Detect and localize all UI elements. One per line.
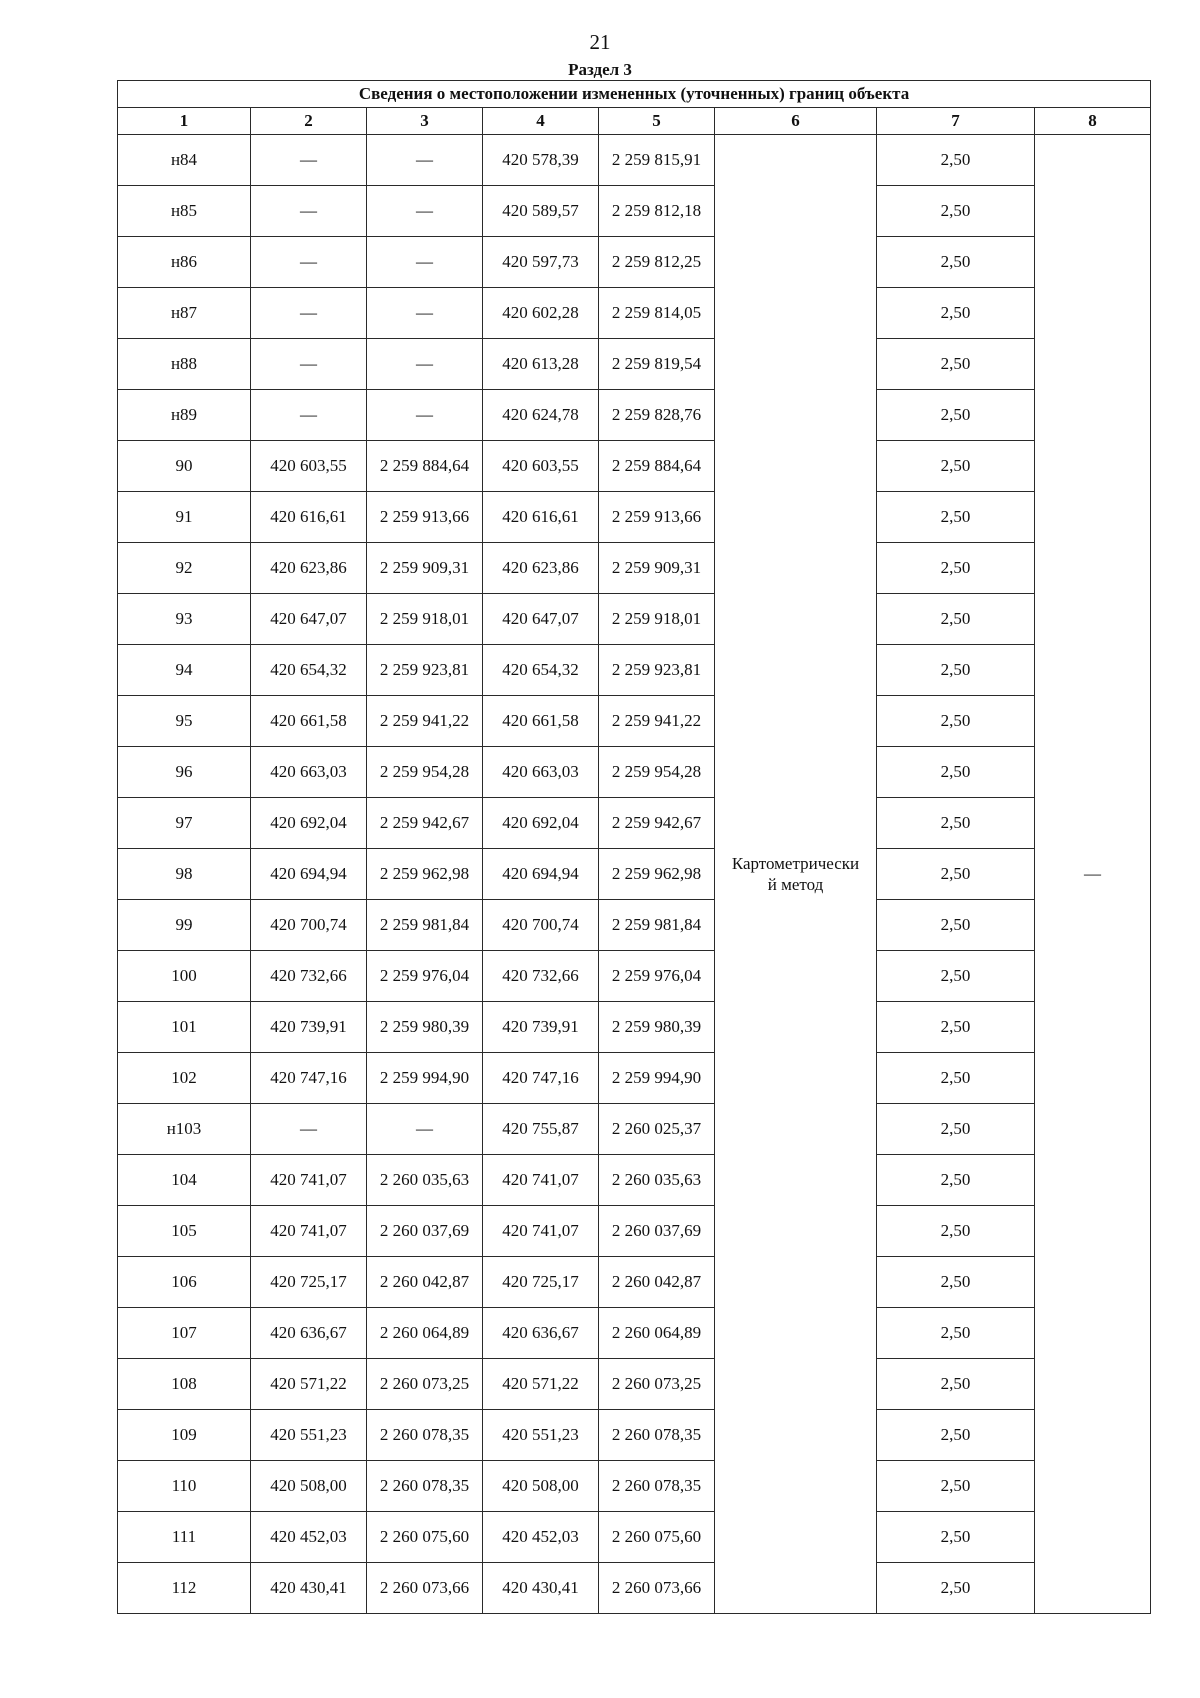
point-number-cell: 104 <box>118 1155 251 1206</box>
point-number-cell: 93 <box>118 594 251 645</box>
accuracy-cell: 2,50 <box>877 747 1035 798</box>
accuracy-cell: 2,50 <box>877 543 1035 594</box>
column-number: 6 <box>715 108 877 135</box>
point-number-cell: 109 <box>118 1410 251 1461</box>
y-new-cell: 2 259 981,84 <box>599 900 715 951</box>
x-old-cell: 420 616,61 <box>251 492 367 543</box>
x-old-cell: — <box>251 390 367 441</box>
x-old-cell: 420 661,58 <box>251 696 367 747</box>
table-row <box>118 645 1151 696</box>
point-number-cell: 94 <box>118 645 251 696</box>
accuracy-cell: 2,50 <box>877 135 1035 186</box>
y-new-cell: 2 259 909,31 <box>599 543 715 594</box>
y-new-cell: 2 259 994,90 <box>599 1053 715 1104</box>
y-new-cell: 2 260 073,66 <box>599 1563 715 1614</box>
y-old-cell: 2 259 981,84 <box>367 900 483 951</box>
table-row <box>118 186 1151 237</box>
accuracy-cell: 2,50 <box>877 1104 1035 1155</box>
point-number-cell: 111 <box>118 1512 251 1563</box>
x-new-cell: 420 624,78 <box>483 390 599 441</box>
x-new-cell: 420 551,23 <box>483 1410 599 1461</box>
y-old-cell: 2 260 078,35 <box>367 1410 483 1461</box>
x-old-cell: — <box>251 135 367 186</box>
y-new-cell: 2 259 942,67 <box>599 798 715 849</box>
x-old-cell: — <box>251 237 367 288</box>
accuracy-cell: 2,50 <box>877 1410 1035 1461</box>
table-row <box>118 1206 1151 1257</box>
x-new-cell: 420 741,07 <box>483 1155 599 1206</box>
method-text-line: Картометрически <box>731 854 860 873</box>
y-new-cell: 2 260 073,25 <box>599 1359 715 1410</box>
x-new-cell: 420 700,74 <box>483 900 599 951</box>
x-new-cell: 420 647,07 <box>483 594 599 645</box>
table-row <box>118 696 1151 747</box>
point-number-cell: н85 <box>118 186 251 237</box>
y-old-cell: 2 259 976,04 <box>367 951 483 1002</box>
y-new-cell: 2 259 954,28 <box>599 747 715 798</box>
x-old-cell: 420 551,23 <box>251 1410 367 1461</box>
point-number-cell: 95 <box>118 696 251 747</box>
boundary-coordinates-table <box>117 80 1151 1614</box>
point-number-cell: 97 <box>118 798 251 849</box>
table-row <box>118 441 1151 492</box>
table-row <box>118 849 1151 900</box>
x-old-cell: 420 741,07 <box>251 1206 367 1257</box>
x-new-cell: 420 725,17 <box>483 1257 599 1308</box>
accuracy-cell: 2,50 <box>877 696 1035 747</box>
point-number-cell: 105 <box>118 1206 251 1257</box>
x-old-cell: 420 692,04 <box>251 798 367 849</box>
y-old-cell: — <box>367 1104 483 1155</box>
x-new-cell: 420 430,41 <box>483 1563 599 1614</box>
x-old-cell: 420 741,07 <box>251 1155 367 1206</box>
y-new-cell: 2 260 025,37 <box>599 1104 715 1155</box>
y-new-cell: 2 259 980,39 <box>599 1002 715 1053</box>
y-old-cell: 2 260 035,63 <box>367 1155 483 1206</box>
y-new-cell: 2 259 884,64 <box>599 441 715 492</box>
point-number-cell: 106 <box>118 1257 251 1308</box>
table-row <box>118 1359 1151 1410</box>
x-old-cell: — <box>251 288 367 339</box>
point-number-cell: 99 <box>118 900 251 951</box>
table-row <box>118 288 1151 339</box>
x-new-cell: 420 661,58 <box>483 696 599 747</box>
accuracy-cell: 2,50 <box>877 900 1035 951</box>
table-row <box>118 594 1151 645</box>
x-old-cell: 420 430,41 <box>251 1563 367 1614</box>
accuracy-cell: 2,50 <box>877 1257 1035 1308</box>
x-old-cell: — <box>251 1104 367 1155</box>
y-old-cell: — <box>367 339 483 390</box>
x-new-cell: 420 636,67 <box>483 1308 599 1359</box>
table-row <box>118 492 1151 543</box>
accuracy-cell: 2,50 <box>877 390 1035 441</box>
x-new-cell: 420 623,86 <box>483 543 599 594</box>
table-row <box>118 1155 1151 1206</box>
x-old-cell: 420 571,22 <box>251 1359 367 1410</box>
table-row <box>118 339 1151 390</box>
y-new-cell: 2 259 962,98 <box>599 849 715 900</box>
y-new-cell: 2 259 976,04 <box>599 951 715 1002</box>
x-new-cell: 420 755,87 <box>483 1104 599 1155</box>
x-old-cell: — <box>251 186 367 237</box>
y-old-cell: 2 260 073,25 <box>367 1359 483 1410</box>
accuracy-cell: 2,50 <box>877 186 1035 237</box>
y-new-cell: 2 260 037,69 <box>599 1206 715 1257</box>
point-number-cell: 96 <box>118 747 251 798</box>
accuracy-cell: 2,50 <box>877 288 1035 339</box>
x-old-cell: 420 739,91 <box>251 1002 367 1053</box>
point-number-cell: 108 <box>118 1359 251 1410</box>
point-number-cell: 107 <box>118 1308 251 1359</box>
x-new-cell: 420 452,03 <box>483 1512 599 1563</box>
y-new-cell: 2 260 064,89 <box>599 1308 715 1359</box>
point-number-cell: н89 <box>118 390 251 441</box>
table-row <box>118 390 1151 441</box>
x-new-cell: 420 602,28 <box>483 288 599 339</box>
accuracy-cell: 2,50 <box>877 339 1035 390</box>
x-new-cell: 420 589,57 <box>483 186 599 237</box>
point-number-cell: н103 <box>118 1104 251 1155</box>
y-new-cell: 2 260 078,35 <box>599 1461 715 1512</box>
y-old-cell: 2 260 075,60 <box>367 1512 483 1563</box>
accuracy-cell: 2,50 <box>877 1053 1035 1104</box>
x-new-cell: 420 694,94 <box>483 849 599 900</box>
x-new-cell: 420 741,07 <box>483 1206 599 1257</box>
point-number-cell: 110 <box>118 1461 251 1512</box>
y-old-cell: — <box>367 186 483 237</box>
x-old-cell: 420 732,66 <box>251 951 367 1002</box>
accuracy-cell: 2,50 <box>877 1002 1035 1053</box>
y-old-cell: 2 259 962,98 <box>367 849 483 900</box>
column-number: 7 <box>877 108 1035 135</box>
point-number-cell: н88 <box>118 339 251 390</box>
x-old-cell: 420 636,67 <box>251 1308 367 1359</box>
x-new-cell: 420 578,39 <box>483 135 599 186</box>
accuracy-cell: 2,50 <box>877 849 1035 900</box>
x-new-cell: 420 732,66 <box>483 951 599 1002</box>
y-new-cell: 2 259 819,54 <box>599 339 715 390</box>
table-row <box>118 1053 1151 1104</box>
column-number: 2 <box>251 108 367 135</box>
y-old-cell: 2 259 923,81 <box>367 645 483 696</box>
table-row <box>118 1461 1151 1512</box>
y-new-cell: 2 259 923,81 <box>599 645 715 696</box>
point-number-cell: 92 <box>118 543 251 594</box>
point-number-cell: 90 <box>118 441 251 492</box>
table-caption: Сведения о местоположении измененных (уточненных) границ объекта <box>118 81 1151 108</box>
x-old-cell: 420 663,03 <box>251 747 367 798</box>
accuracy-cell: 2,50 <box>877 1206 1035 1257</box>
accuracy-cell: 2,50 <box>877 1155 1035 1206</box>
y-old-cell: 2 260 037,69 <box>367 1206 483 1257</box>
accuracy-cell: 2,50 <box>877 1308 1035 1359</box>
y-new-cell: 2 260 075,60 <box>599 1512 715 1563</box>
table-row <box>118 1257 1151 1308</box>
y-old-cell: 2 260 042,87 <box>367 1257 483 1308</box>
table-row <box>118 798 1151 849</box>
accuracy-cell: 2,50 <box>877 1563 1035 1614</box>
point-number-cell: 101 <box>118 1002 251 1053</box>
y-old-cell: 2 260 064,89 <box>367 1308 483 1359</box>
accuracy-cell: 2,50 <box>877 492 1035 543</box>
y-new-cell: 2 259 828,76 <box>599 390 715 441</box>
table-row <box>118 747 1151 798</box>
table-row <box>118 1308 1151 1359</box>
accuracy-cell: 2,50 <box>877 1461 1035 1512</box>
x-old-cell: 420 694,94 <box>251 849 367 900</box>
x-new-cell: 420 508,00 <box>483 1461 599 1512</box>
y-old-cell: 2 259 913,66 <box>367 492 483 543</box>
y-old-cell: 2 259 942,67 <box>367 798 483 849</box>
x-old-cell: 420 603,55 <box>251 441 367 492</box>
x-old-cell: 420 654,32 <box>251 645 367 696</box>
column-number-row <box>118 108 1151 135</box>
y-old-cell: 2 259 941,22 <box>367 696 483 747</box>
method-cell <box>715 135 877 1614</box>
table-row <box>118 951 1151 1002</box>
y-old-cell: 2 259 980,39 <box>367 1002 483 1053</box>
x-new-cell: 420 654,32 <box>483 645 599 696</box>
x-new-cell: 420 739,91 <box>483 1002 599 1053</box>
y-old-cell: — <box>367 390 483 441</box>
table-row <box>118 543 1151 594</box>
point-number-cell: н84 <box>118 135 251 186</box>
point-number-cell: 102 <box>118 1053 251 1104</box>
method-text-line: й метод <box>767 875 824 894</box>
x-old-cell: 420 452,03 <box>251 1512 367 1563</box>
table-body <box>118 135 1151 1614</box>
x-old-cell: 420 747,16 <box>251 1053 367 1104</box>
y-old-cell: — <box>367 135 483 186</box>
table-row <box>118 1104 1151 1155</box>
x-old-cell: 420 725,17 <box>251 1257 367 1308</box>
y-old-cell: 2 259 909,31 <box>367 543 483 594</box>
y-old-cell: 2 259 918,01 <box>367 594 483 645</box>
accuracy-cell: 2,50 <box>877 798 1035 849</box>
table-row <box>118 1563 1151 1614</box>
column-number: 1 <box>118 108 251 135</box>
table-row <box>118 1512 1151 1563</box>
column-number: 3 <box>367 108 483 135</box>
x-new-cell: 420 597,73 <box>483 237 599 288</box>
column-number: 8 <box>1035 108 1151 135</box>
table-row <box>118 900 1151 951</box>
x-new-cell: 420 692,04 <box>483 798 599 849</box>
point-number-cell: н86 <box>118 237 251 288</box>
x-old-cell: 420 508,00 <box>251 1461 367 1512</box>
column-number: 4 <box>483 108 599 135</box>
y-old-cell: 2 259 994,90 <box>367 1053 483 1104</box>
accuracy-cell: 2,50 <box>877 237 1035 288</box>
y-new-cell: 2 259 814,05 <box>599 288 715 339</box>
y-old-cell: 2 260 073,66 <box>367 1563 483 1614</box>
column8-cell: — <box>1035 135 1151 1614</box>
y-new-cell: 2 259 918,01 <box>599 594 715 645</box>
y-new-cell: 2 259 941,22 <box>599 696 715 747</box>
x-new-cell: 420 616,61 <box>483 492 599 543</box>
x-old-cell: — <box>251 339 367 390</box>
point-number-cell: 112 <box>118 1563 251 1614</box>
x-new-cell: 420 747,16 <box>483 1053 599 1104</box>
table-row <box>118 1410 1151 1461</box>
point-number-cell: 91 <box>118 492 251 543</box>
x-old-cell: 420 700,74 <box>251 900 367 951</box>
x-old-cell: 420 647,07 <box>251 594 367 645</box>
y-new-cell: 2 260 035,63 <box>599 1155 715 1206</box>
accuracy-cell: 2,50 <box>877 594 1035 645</box>
x-new-cell: 420 571,22 <box>483 1359 599 1410</box>
y-new-cell: 2 260 042,87 <box>599 1257 715 1308</box>
point-number-cell: 98 <box>118 849 251 900</box>
y-new-cell: 2 259 913,66 <box>599 492 715 543</box>
page-number: 21 <box>589 30 611 54</box>
accuracy-cell: 2,50 <box>877 441 1035 492</box>
x-new-cell: 420 603,55 <box>483 441 599 492</box>
y-old-cell: 2 260 078,35 <box>367 1461 483 1512</box>
table-row <box>118 1002 1151 1053</box>
x-new-cell: 420 613,28 <box>483 339 599 390</box>
table-row <box>118 237 1151 288</box>
x-new-cell: 420 663,03 <box>483 747 599 798</box>
column-number: 5 <box>599 108 715 135</box>
y-new-cell: 2 260 078,35 <box>599 1410 715 1461</box>
y-old-cell: 2 259 884,64 <box>367 441 483 492</box>
point-number-cell: н87 <box>118 288 251 339</box>
y-old-cell: — <box>367 288 483 339</box>
accuracy-cell: 2,50 <box>877 1359 1035 1410</box>
y-old-cell: 2 259 954,28 <box>367 747 483 798</box>
accuracy-cell: 2,50 <box>877 951 1035 1002</box>
y-old-cell: — <box>367 237 483 288</box>
y-new-cell: 2 259 812,18 <box>599 186 715 237</box>
x-old-cell: 420 623,86 <box>251 543 367 594</box>
y-new-cell: 2 259 812,25 <box>599 237 715 288</box>
section-title: Раздел 3 <box>568 60 632 79</box>
accuracy-cell: 2,50 <box>877 645 1035 696</box>
y-new-cell: 2 259 815,91 <box>599 135 715 186</box>
table-row <box>118 135 1151 186</box>
accuracy-cell: 2,50 <box>877 1512 1035 1563</box>
point-number-cell: 100 <box>118 951 251 1002</box>
